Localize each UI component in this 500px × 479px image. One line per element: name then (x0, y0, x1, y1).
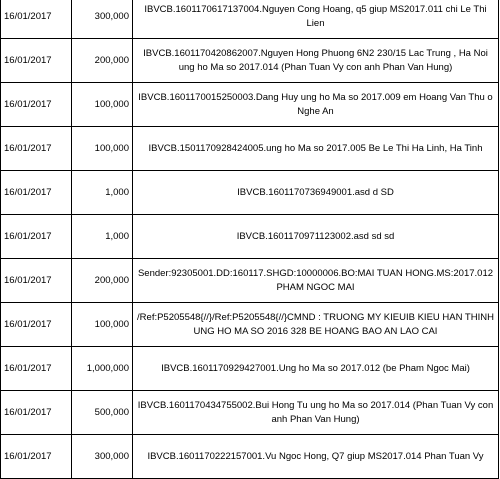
transaction-date: 16/01/2017 (1, 391, 72, 435)
transaction-description: IBVCB.1601170015250003.Dang Huy ung ho Ma so 2017.009 em Hoang Van Thu o Nghe An (133, 83, 499, 127)
transaction-date: 16/01/2017 (1, 83, 72, 127)
transaction-amount: 1,000 (72, 215, 133, 259)
table-row (1, 171, 499, 215)
transaction-amount: 200,000 (72, 39, 133, 83)
transaction-date: 16/01/2017 (1, 0, 72, 39)
table-row (1, 83, 499, 127)
transaction-date: 16/01/2017 (1, 215, 72, 259)
table-row (1, 435, 499, 479)
table-row (1, 127, 499, 171)
transaction-description: IBVCB.1601170222157001.Vu Ngoc Hong, Q7 giup MS2017.014 Phan Tuan Vy (133, 435, 499, 479)
transaction-description: IBVCB.1601170434755002.Bui Hong Tu ung ho Ma so 2017.014 (Phan Tuan Vy con anh Phan Van Hung) (133, 391, 499, 435)
table-row (1, 391, 499, 435)
table-row (1, 0, 499, 39)
transaction-date: 16/01/2017 (1, 435, 72, 479)
transaction-description: IBVCB.1501170928424005.ung ho Ma so 2017.005 Be Le Thi Ha Linh, Ha Tinh (133, 127, 499, 171)
transaction-description: IBVCB.1601170736949001.asd d SD (133, 171, 499, 215)
table-row (1, 39, 499, 83)
transaction-date: 16/01/2017 (1, 259, 72, 303)
transaction-amount: 100,000 (72, 303, 133, 347)
transaction-description: IBVCB.1601170617137004.Nguyen Cong Hoang, q5 giup MS2017.011 chi Le Thi Lien (133, 0, 499, 39)
transaction-description: Sender:92305001.DD:160117.SHGD:10000006.BO:MAI TUAN HONG.MS:2017.012 PHAM NGOC MAI (133, 259, 499, 303)
transaction-date: 16/01/2017 (1, 127, 72, 171)
transaction-date: 16/01/2017 (1, 303, 72, 347)
transaction-amount: 300,000 (72, 435, 133, 479)
transaction-amount: 200,000 (72, 259, 133, 303)
transaction-amount: 100,000 (72, 127, 133, 171)
transaction-description: IBVCB.1601170420862007.Nguyen Hong Phuong 6N2 230/15 Lac Trung , Ha Noi ung ho Ma so 2017.014 (Phan Tuan Vy con anh Phan Van Hung) (133, 39, 499, 83)
transaction-date: 16/01/2017 (1, 347, 72, 391)
table-row (1, 259, 499, 303)
table-row (1, 347, 499, 391)
transaction-amount: 100,000 (72, 83, 133, 127)
transaction-amount: 1,000,000 (72, 347, 133, 391)
transaction-amount: 300,000 (72, 0, 133, 39)
transaction-date: 16/01/2017 (1, 39, 72, 83)
table-row (1, 215, 499, 259)
table-row (1, 303, 499, 347)
transaction-description: /Ref:P5205548{//}/Ref:P5205548{//}CMND : TRUONG MY KIEUIB KIEU HAN THINH UNG HO MA SO 2016 328 BE HOANG BAO AN LAO CAI (133, 303, 499, 347)
transaction-date: 16/01/2017 (1, 171, 72, 215)
ledger-body (1, 0, 499, 479)
transaction-amount: 1,000 (72, 171, 133, 215)
transaction-description: IBVCB.1601170971123002.asd sd sd (133, 215, 499, 259)
transaction-amount: 500,000 (72, 391, 133, 435)
transaction-description: IBVCB.1601170929427001.Ung ho Ma so 2017.012 (be Pham Ngoc Mai) (133, 347, 499, 391)
